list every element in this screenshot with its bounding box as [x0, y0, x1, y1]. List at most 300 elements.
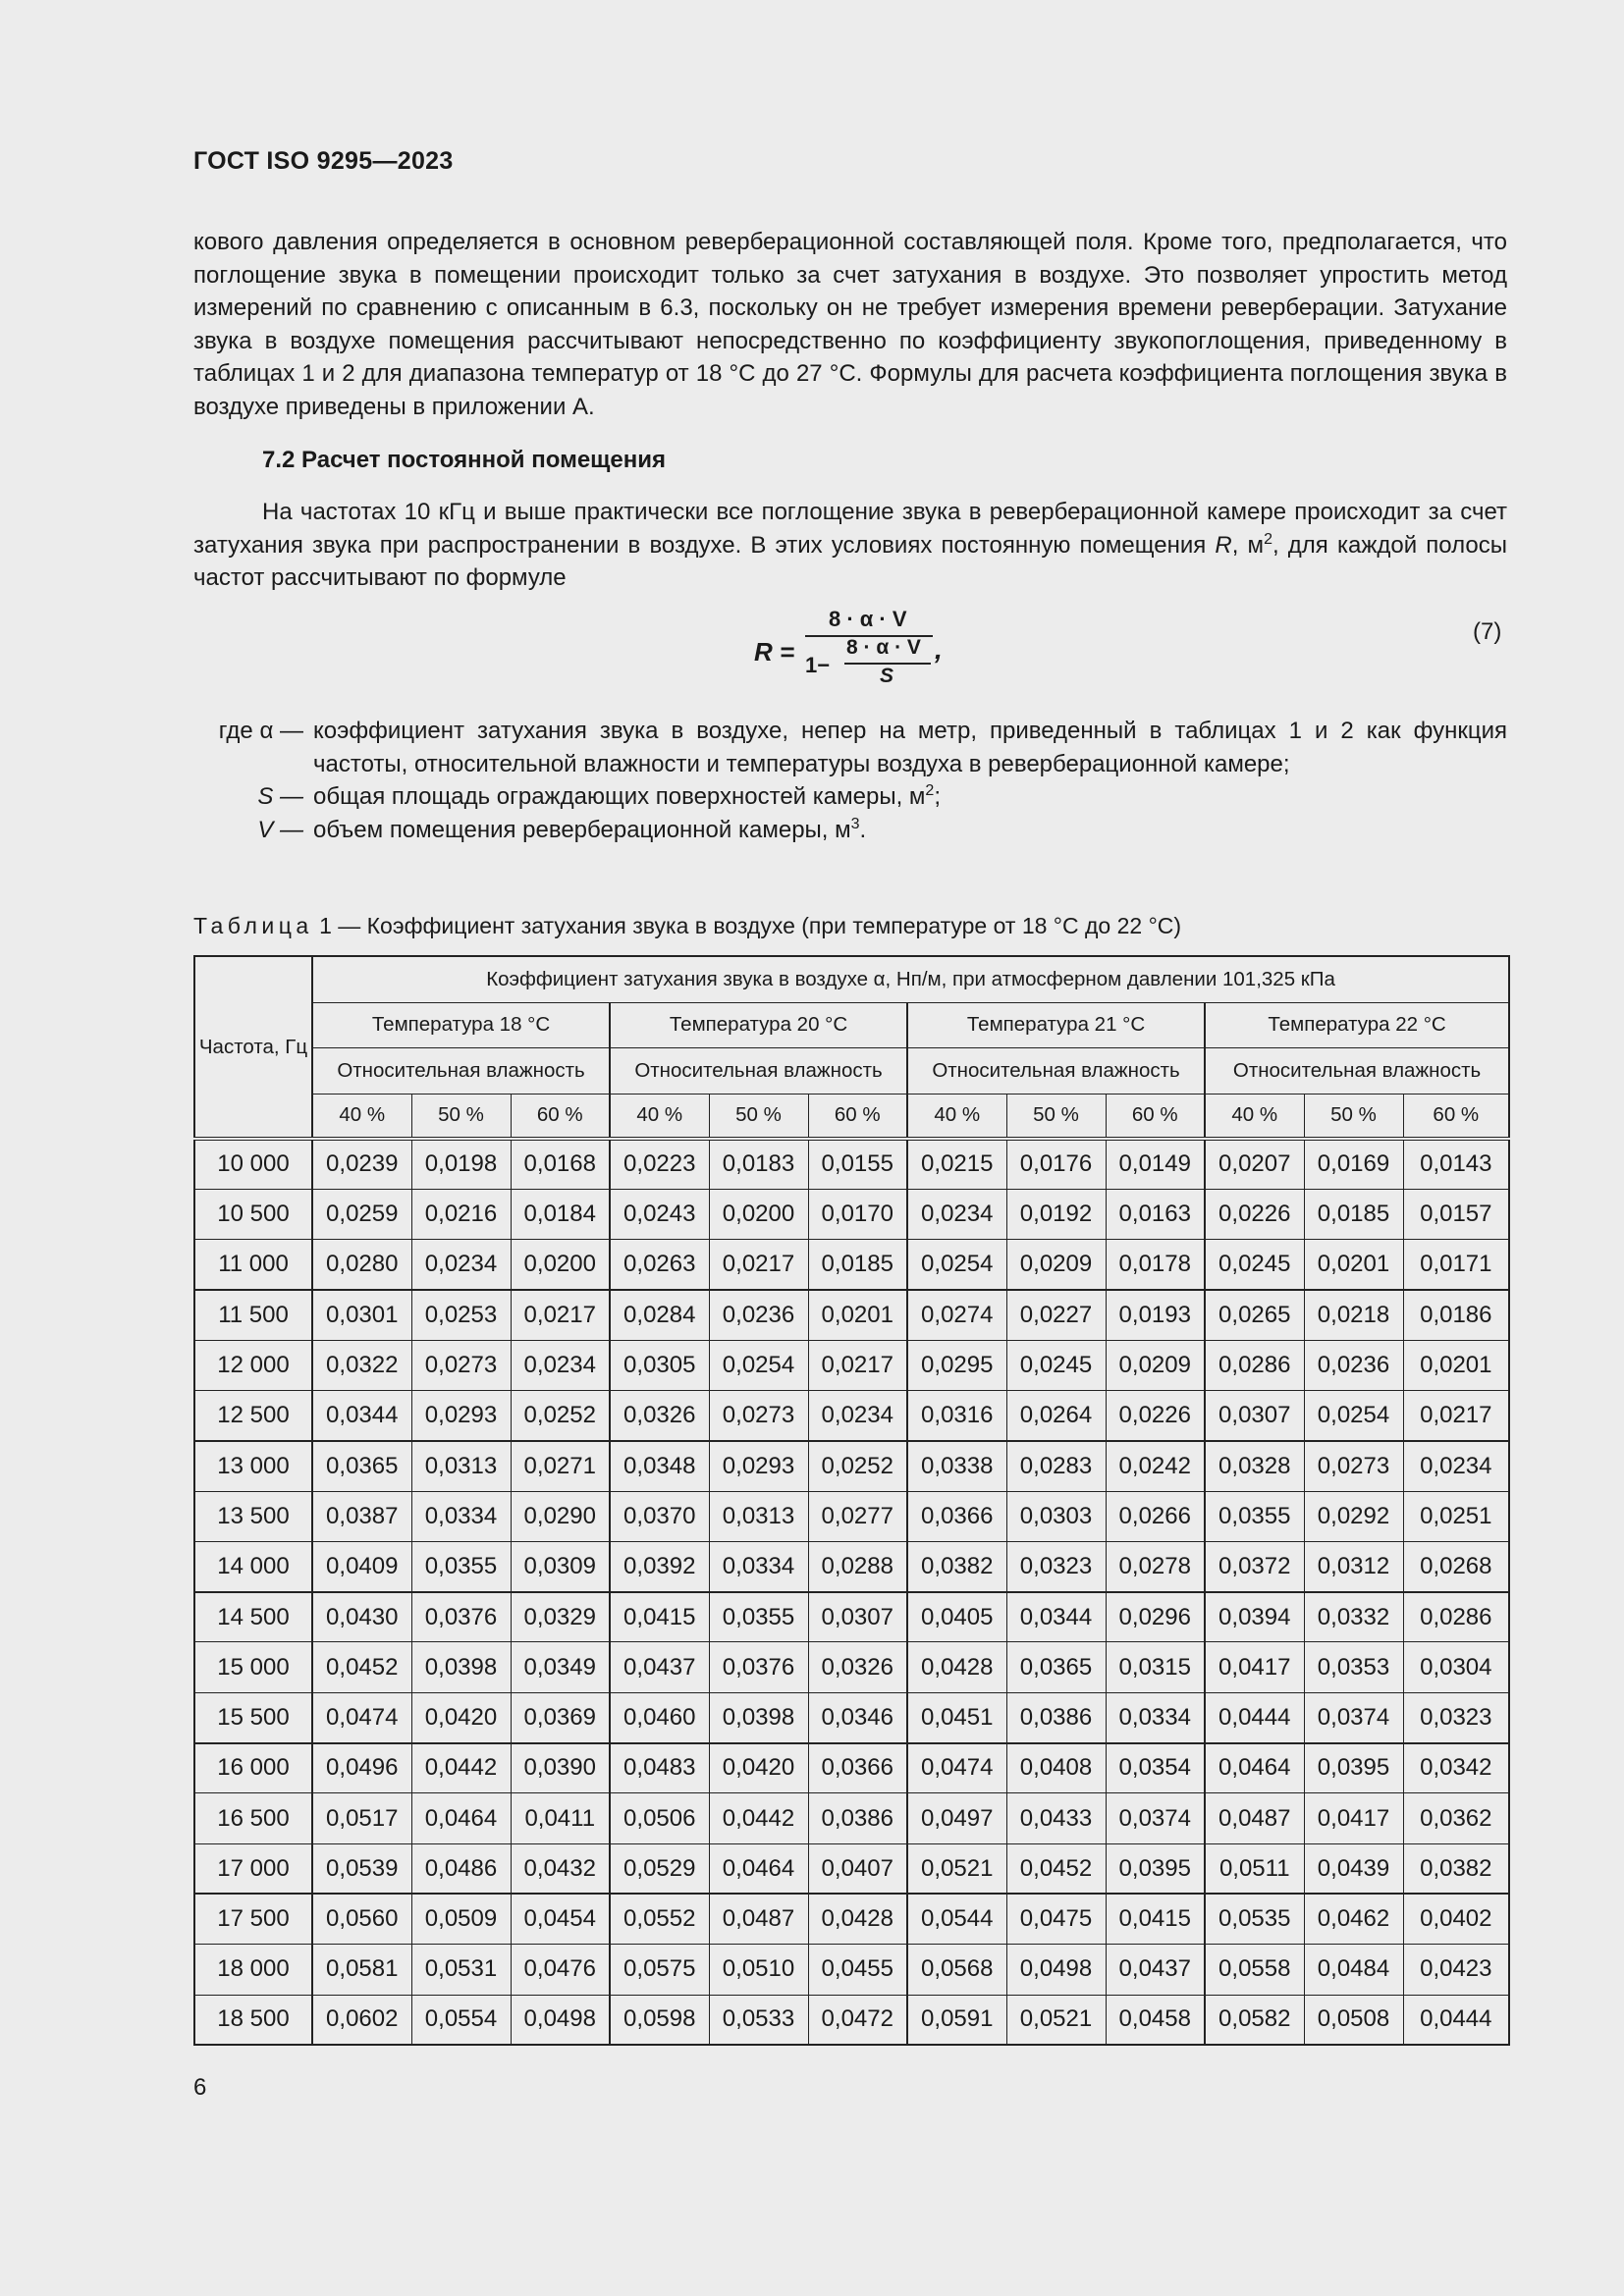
- cell-value: 0,0265: [1205, 1290, 1304, 1340]
- cell-value: 0,0259: [312, 1189, 411, 1239]
- formula-lhs: R =: [754, 637, 795, 667]
- cell-frequency: 13 000: [194, 1441, 312, 1491]
- cell-value: 0,0374: [1304, 1692, 1403, 1742]
- header-humidity-value: 50 %: [1304, 1094, 1403, 1139]
- cell-value: 0,0498: [1006, 1945, 1106, 1995]
- cell-value: 0,0407: [808, 1843, 907, 1894]
- cell-value: 0,0315: [1106, 1642, 1205, 1692]
- page-number: 6: [193, 2074, 207, 2101]
- cell-value: 0,0392: [610, 1541, 709, 1591]
- cell-value: 0,0355: [411, 1541, 511, 1591]
- cell-value: 0,0487: [1205, 1793, 1304, 1843]
- table-row: [194, 1541, 1509, 1591]
- cell-value: 0,0218: [1304, 1290, 1403, 1340]
- cell-value: 0,0200: [709, 1189, 808, 1239]
- table-row: [194, 1894, 1509, 1944]
- cell-value: 0,0348: [610, 1441, 709, 1491]
- cell-value: 0,0411: [511, 1793, 610, 1843]
- cell-value: 0,0313: [709, 1491, 808, 1541]
- cell-value: 0,0168: [511, 1139, 610, 1189]
- cell-value: 0,0346: [808, 1692, 907, 1742]
- table-header: [194, 956, 1509, 1139]
- cell-value: 0,0143: [1403, 1139, 1509, 1189]
- cell-value: 0,0366: [808, 1743, 907, 1793]
- cell-value: 0,0533: [709, 1995, 808, 2045]
- cell-value: 0,0554: [411, 1995, 511, 2045]
- cell-value: 0,0273: [1304, 1441, 1403, 1491]
- cell-value: 0,0323: [1006, 1541, 1106, 1591]
- cell-value: 0,0284: [610, 1290, 709, 1340]
- cell-value: 0,0215: [907, 1139, 1006, 1189]
- cell-value: 0,0510: [709, 1945, 808, 1995]
- header-humidity-value: 60 %: [511, 1094, 610, 1139]
- cell-value: 0,0437: [1106, 1945, 1205, 1995]
- cell-value: 0,0558: [1205, 1945, 1304, 1995]
- cell-value: 0,0280: [312, 1240, 411, 1290]
- definition-item: [193, 780, 1507, 814]
- cell-value: 0,0497: [907, 1793, 1006, 1843]
- cell-value: 0,0498: [511, 1995, 610, 2045]
- cell-value: 0,0242: [1106, 1441, 1205, 1491]
- paragraph-text-part3: , для каждой полосы частот рассчитывают по формуле: [193, 531, 1507, 591]
- cell-value: 0,0234: [808, 1390, 907, 1440]
- table-row: [194, 1743, 1509, 1793]
- cell-frequency: 15 000: [194, 1642, 312, 1692]
- cell-frequency: 16 500: [194, 1793, 312, 1843]
- cell-value: 0,0328: [1205, 1441, 1304, 1491]
- cell-value: 0,0312: [1304, 1541, 1403, 1591]
- cell-value: 0,0200: [511, 1240, 610, 1290]
- cell-value: 0,0382: [907, 1541, 1006, 1591]
- cell-value: 0,0201: [1403, 1340, 1509, 1390]
- cell-value: 0,0506: [610, 1793, 709, 1843]
- cell-value: 0,0398: [709, 1692, 808, 1742]
- cell-value: 0,0201: [1304, 1240, 1403, 1290]
- cell-value: 0,0462: [1304, 1894, 1403, 1944]
- cell-value: 0,0417: [1304, 1793, 1403, 1843]
- table-row: [194, 1843, 1509, 1894]
- table-row: [194, 1139, 1509, 1189]
- cell-value: 0,0301: [312, 1290, 411, 1340]
- cell-value: 0,0344: [312, 1390, 411, 1440]
- cell-value: 0,0484: [1304, 1945, 1403, 1995]
- cell-frequency: 12 000: [194, 1340, 312, 1390]
- cell-value: 0,0169: [1304, 1139, 1403, 1189]
- cell-value: 0,0428: [808, 1894, 907, 1944]
- cell-value: 0,0402: [1403, 1894, 1509, 1944]
- cell-value: 0,0472: [808, 1995, 907, 2045]
- cell-value: 0,0334: [411, 1491, 511, 1541]
- cell-value: 0,0334: [1106, 1692, 1205, 1742]
- cell-value: 0,0234: [411, 1240, 511, 1290]
- cell-value: 0,0226: [1106, 1390, 1205, 1440]
- table-row: [194, 1189, 1509, 1239]
- cell-value: 0,0178: [1106, 1240, 1205, 1290]
- cell-value: 0,0217: [808, 1340, 907, 1390]
- cell-value: 0,0227: [1006, 1290, 1106, 1340]
- cell-value: 0,0460: [610, 1692, 709, 1742]
- cell-value: 0,0408: [1006, 1743, 1106, 1793]
- definition-key: где α —: [218, 718, 303, 744]
- table-body: [194, 1139, 1509, 2045]
- cell-value: 0,0176: [1006, 1139, 1106, 1189]
- cell-frequency: 17 000: [194, 1843, 312, 1894]
- header-humidity-value: 50 %: [411, 1094, 511, 1139]
- formula-number: (7): [1473, 618, 1502, 645]
- cell-value: 0,0442: [411, 1743, 511, 1793]
- cell-value: 0,0243: [610, 1189, 709, 1239]
- cell-value: 0,0286: [1403, 1592, 1509, 1642]
- cell-value: 0,0185: [1304, 1189, 1403, 1239]
- cell-value: 0,0355: [709, 1592, 808, 1642]
- cell-value: 0,0252: [511, 1390, 610, 1440]
- table-row: [194, 1240, 1509, 1290]
- cell-value: 0,0486: [411, 1843, 511, 1894]
- cell-value: 0,0323: [1403, 1692, 1509, 1742]
- cell-value: 0,0365: [1006, 1642, 1106, 1692]
- definition-key: V —: [257, 816, 303, 843]
- cell-value: 0,0428: [907, 1642, 1006, 1692]
- cell-frequency: 11 500: [194, 1290, 312, 1340]
- section-paragraph: [193, 496, 1507, 595]
- cell-value: 0,0253: [411, 1290, 511, 1340]
- cell-value: 0,0476: [511, 1945, 610, 1995]
- cell-value: 0,0264: [1006, 1390, 1106, 1440]
- cell-value: 0,0529: [610, 1843, 709, 1894]
- cell-frequency: 13 500: [194, 1491, 312, 1541]
- cell-value: 0,0581: [312, 1945, 411, 1995]
- cell-value: 0,0423: [1403, 1945, 1509, 1995]
- cell-value: 0,0163: [1106, 1189, 1205, 1239]
- cell-value: 0,0432: [511, 1843, 610, 1894]
- cell-value: 0,0349: [511, 1642, 610, 1692]
- cell-value: 0,0568: [907, 1945, 1006, 1995]
- cell-value: 0,0251: [1403, 1491, 1509, 1541]
- section-title: 7.2 Расчет постоянной помещения: [262, 447, 667, 473]
- cell-value: 0,0458: [1106, 1995, 1205, 2045]
- cell-value: 0,0437: [610, 1642, 709, 1692]
- cell-value: 0,0207: [1205, 1139, 1304, 1189]
- table-caption: [193, 913, 1181, 939]
- cell-value: 0,0464: [1205, 1743, 1304, 1793]
- paragraph-superscript: 2: [1264, 530, 1272, 548]
- cell-value: 0,0535: [1205, 1894, 1304, 1944]
- cell-value: 0,0193: [1106, 1290, 1205, 1340]
- paragraph-text-part2: , м: [1231, 531, 1265, 559]
- cell-frequency: 10 500: [194, 1189, 312, 1239]
- cell-value: 0,0217: [1403, 1390, 1509, 1440]
- cell-value: 0,0517: [312, 1793, 411, 1843]
- cell-value: 0,0511: [1205, 1843, 1304, 1894]
- cell-value: 0,0444: [1403, 1995, 1509, 2045]
- definition-key: S —: [257, 783, 303, 810]
- cell-value: 0,0521: [1006, 1995, 1106, 2045]
- header-humidity: Относительная влажность: [1205, 1047, 1509, 1094]
- cell-value: 0,0216: [411, 1189, 511, 1239]
- table-row: [194, 1491, 1509, 1541]
- cell-value: 0,0185: [808, 1240, 907, 1290]
- cell-value: 0,0274: [907, 1290, 1006, 1340]
- cell-value: 0,0290: [511, 1491, 610, 1541]
- cell-value: 0,0415: [1106, 1894, 1205, 1944]
- cell-value: 0,0245: [1006, 1340, 1106, 1390]
- definition-item: [193, 814, 1507, 847]
- cell-value: 0,0236: [709, 1290, 808, 1340]
- cell-value: 0,0582: [1205, 1995, 1304, 2045]
- document-header: ГОСТ ISO 9295—2023: [193, 147, 454, 175]
- cell-value: 0,0254: [907, 1240, 1006, 1290]
- table-row: [194, 1945, 1509, 1995]
- cell-value: 0,0254: [709, 1340, 808, 1390]
- cell-value: 0,0552: [610, 1894, 709, 1944]
- cell-value: 0,0268: [1403, 1541, 1509, 1591]
- cell-value: 0,0342: [1403, 1743, 1509, 1793]
- table-row: [194, 1995, 1509, 2045]
- header-humidity-value: 60 %: [1106, 1094, 1205, 1139]
- header-temperature: Температура 20 °С: [610, 1002, 907, 1047]
- cell-value: 0,0508: [1304, 1995, 1403, 2045]
- cell-value: 0,0266: [1106, 1491, 1205, 1541]
- table-row: [194, 1692, 1509, 1742]
- cell-value: 0,0171: [1403, 1240, 1509, 1290]
- cell-value: 0,0394: [1205, 1592, 1304, 1642]
- cell-value: 0,0362: [1403, 1793, 1509, 1843]
- cell-value: 0,0305: [610, 1340, 709, 1390]
- cell-value: 0,0455: [808, 1945, 907, 1995]
- cell-value: 0,0531: [411, 1945, 511, 1995]
- cell-value: 0,0186: [1403, 1290, 1509, 1340]
- cell-value: 0,0474: [907, 1743, 1006, 1793]
- header-humidity-value: 50 %: [709, 1094, 808, 1139]
- header-humidity-value: 40 %: [312, 1094, 411, 1139]
- attenuation-table: [193, 955, 1510, 2046]
- cell-value: 0,0354: [1106, 1743, 1205, 1793]
- cell-value: 0,0149: [1106, 1139, 1205, 1189]
- cell-frequency: 18 000: [194, 1945, 312, 1995]
- cell-value: 0,0386: [808, 1793, 907, 1843]
- header-temperature: Температура 18 °С: [312, 1002, 610, 1047]
- cell-frequency: 18 500: [194, 1995, 312, 2045]
- header-humidity: Относительная влажность: [610, 1047, 907, 1094]
- cell-value: 0,0452: [312, 1642, 411, 1692]
- definition-text: коэффициент затухания звука в воздухе, непер на метр, приведенный в таблицах 1 и 2 как функция частоты, относительной влажности и температуры воздуха в реверберационной камере;: [313, 718, 1507, 777]
- cell-value: 0,0452: [1006, 1843, 1106, 1894]
- header-humidity-value: 40 %: [907, 1094, 1006, 1139]
- cell-value: 0,0444: [1205, 1692, 1304, 1742]
- cell-value: 0,0509: [411, 1894, 511, 1944]
- cell-value: 0,0183: [709, 1139, 808, 1189]
- table-row: [194, 1340, 1509, 1390]
- paragraph-symbol-r: R: [1215, 531, 1232, 559]
- cell-value: 0,0234: [1403, 1441, 1509, 1491]
- table-row: [194, 1290, 1509, 1340]
- table-row: [194, 1642, 1509, 1692]
- cell-frequency: 15 500: [194, 1692, 312, 1742]
- formula-comma: ,: [935, 634, 943, 665]
- header-humidity-value: 50 %: [1006, 1094, 1106, 1139]
- cell-value: 0,0223: [610, 1139, 709, 1189]
- formula-inner-denominator: S: [880, 665, 894, 687]
- cell-frequency: 14 000: [194, 1541, 312, 1591]
- cell-frequency: 11 000: [194, 1240, 312, 1290]
- cell-value: 0,0239: [312, 1139, 411, 1189]
- header-humidity-value: 40 %: [610, 1094, 709, 1139]
- cell-value: 0,0355: [1205, 1491, 1304, 1541]
- cell-value: 0,0370: [610, 1491, 709, 1541]
- formula-numerator: 8 · α · V: [829, 607, 907, 631]
- header-humidity-value: 60 %: [808, 1094, 907, 1139]
- cell-value: 0,0209: [1006, 1240, 1106, 1290]
- header-temperature: Температура 21 °С: [907, 1002, 1205, 1047]
- paragraph-text-part1: На частотах 10 кГц и выше практически все поглощение звука в реверберационной камере происходит за счет затухания звука при распространении в воздухе. В этих условиях постоянную помещения: [193, 499, 1507, 559]
- cell-value: 0,0263: [610, 1240, 709, 1290]
- cell-value: 0,0442: [709, 1793, 808, 1843]
- cell-value: 0,0201: [808, 1290, 907, 1340]
- cell-value: 0,0415: [610, 1592, 709, 1642]
- cell-value: 0,0217: [511, 1290, 610, 1340]
- header-humidity: Относительная влажность: [312, 1047, 610, 1094]
- table-row: [194, 1390, 1509, 1440]
- intro-paragraph: кового давления определяется в основном реверберационной составляющей поля. Кроме того, предполагается, что поглощение звука в помещении происходит только за счет затухания в воздухе. Это позволяет упростить метод измерений по сравнению с описанным в 6.3, поскольку он не требует измерения времени реверберации. Затухание звука в воздухе помещения рассчитывают непосредственно по коэффициенту звукопоглощения, приведенному в таблицах 1 и 2 для диапазона температур от 18 °С до 27 °С. Формулы для расчета коэффициента поглощения звука в воздухе приведены в приложении А.: [193, 229, 1507, 420]
- cell-value: 0,0539: [312, 1843, 411, 1894]
- cell-value: 0,0252: [808, 1441, 907, 1491]
- cell-value: 0,0464: [411, 1793, 511, 1843]
- cell-value: 0,0245: [1205, 1240, 1304, 1290]
- cell-value: 0,0372: [1205, 1541, 1304, 1591]
- cell-value: 0,0430: [312, 1592, 411, 1642]
- cell-value: 0,0454: [511, 1894, 610, 1944]
- cell-value: 0,0286: [1205, 1340, 1304, 1390]
- cell-value: 0,0307: [1205, 1390, 1304, 1440]
- cell-value: 0,0598: [610, 1995, 709, 2045]
- cell-value: 0,0316: [907, 1390, 1006, 1440]
- cell-value: 0,0560: [312, 1894, 411, 1944]
- table-row: [194, 1441, 1509, 1491]
- cell-value: 0,0439: [1304, 1843, 1403, 1894]
- cell-value: 0,0326: [610, 1390, 709, 1440]
- cell-value: 0,0451: [907, 1692, 1006, 1742]
- cell-value: 0,0398: [411, 1642, 511, 1692]
- cell-value: 0,0369: [511, 1692, 610, 1742]
- cell-value: 0,0295: [907, 1340, 1006, 1390]
- cell-value: 0,0395: [1106, 1843, 1205, 1894]
- cell-value: 0,0326: [808, 1642, 907, 1692]
- cell-value: 0,0474: [312, 1692, 411, 1742]
- cell-value: 0,0322: [312, 1340, 411, 1390]
- cell-value: 0,0234: [511, 1340, 610, 1390]
- cell-value: 0,0234: [907, 1189, 1006, 1239]
- cell-value: 0,0192: [1006, 1189, 1106, 1239]
- cell-value: 0,0277: [808, 1491, 907, 1541]
- table-caption-word: Таблица: [193, 913, 313, 938]
- definitions-list: [193, 715, 1507, 846]
- cell-value: 0,0376: [709, 1642, 808, 1692]
- cell-value: 0,0157: [1403, 1189, 1509, 1239]
- cell-value: 0,0226: [1205, 1189, 1304, 1239]
- formula-one-minus: 1−: [805, 653, 831, 677]
- cell-value: 0,0395: [1304, 1743, 1403, 1793]
- header-attenuation-coefficient: Коэффициент затухания звука в воздухе α, Нп/м, при атмосферном давлении 101,325 кПа: [312, 956, 1509, 1002]
- cell-value: 0,0483: [610, 1743, 709, 1793]
- cell-value: 0,0496: [312, 1743, 411, 1793]
- cell-value: 0,0292: [1304, 1491, 1403, 1541]
- cell-value: 0,0420: [411, 1692, 511, 1742]
- cell-value: 0,0487: [709, 1894, 808, 1944]
- cell-value: 0,0293: [411, 1390, 511, 1440]
- cell-value: 0,0374: [1106, 1793, 1205, 1843]
- cell-value: 0,0304: [1403, 1642, 1509, 1692]
- cell-value: 0,0544: [907, 1894, 1006, 1944]
- formula: [754, 607, 980, 695]
- cell-value: 0,0155: [808, 1139, 907, 1189]
- cell-value: 0,0353: [1304, 1642, 1403, 1692]
- cell-value: 0,0475: [1006, 1894, 1106, 1944]
- cell-frequency: 10 000: [194, 1139, 312, 1189]
- cell-value: 0,0387: [312, 1491, 411, 1541]
- cell-value: 0,0420: [709, 1743, 808, 1793]
- cell-value: 0,0386: [1006, 1692, 1106, 1742]
- cell-value: 0,0417: [1205, 1642, 1304, 1692]
- cell-value: 0,0313: [411, 1441, 511, 1491]
- cell-value: 0,0390: [511, 1743, 610, 1793]
- cell-value: 0,0602: [312, 1995, 411, 2045]
- cell-value: 0,0296: [1106, 1592, 1205, 1642]
- cell-value: 0,0307: [808, 1592, 907, 1642]
- cell-frequency: 17 500: [194, 1894, 312, 1944]
- cell-value: 0,0273: [709, 1390, 808, 1440]
- cell-frequency: 14 500: [194, 1592, 312, 1642]
- definition-text: общая площадь ограждающих поверхностей камеры, $м^2$;: [313, 782, 941, 810]
- cell-value: 0,0283: [1006, 1441, 1106, 1491]
- cell-value: 0,0271: [511, 1441, 610, 1491]
- cell-frequency: 12 500: [194, 1390, 312, 1440]
- cell-value: 0,0344: [1006, 1592, 1106, 1642]
- cell-value: 0,0376: [411, 1592, 511, 1642]
- cell-value: 0,0332: [1304, 1592, 1403, 1642]
- cell-value: 0,0236: [1304, 1340, 1403, 1390]
- cell-value: 0,0278: [1106, 1541, 1205, 1591]
- cell-value: 0,0309: [511, 1541, 610, 1591]
- cell-value: 0,0591: [907, 1995, 1006, 2045]
- definition-item: [193, 715, 1507, 780]
- cell-value: 0,0338: [907, 1441, 1006, 1491]
- header-humidity: Относительная влажность: [907, 1047, 1205, 1094]
- cell-value: 0,0464: [709, 1843, 808, 1894]
- cell-value: 0,0334: [709, 1541, 808, 1591]
- cell-value: 0,0366: [907, 1491, 1006, 1541]
- cell-value: 0,0217: [709, 1240, 808, 1290]
- header-frequency: Частота, Гц: [194, 956, 312, 1139]
- cell-value: 0,0288: [808, 1541, 907, 1591]
- table-row: [194, 1793, 1509, 1843]
- cell-value: 0,0433: [1006, 1793, 1106, 1843]
- cell-value: 0,0184: [511, 1189, 610, 1239]
- definition-text: объем помещения реверберационной камеры, $м^3$.: [313, 815, 867, 843]
- cell-value: 0,0575: [610, 1945, 709, 1995]
- formula-inner-numerator: 8 · α · V: [846, 636, 921, 659]
- header-temperature: Температура 22 °С: [1205, 1002, 1509, 1047]
- cell-value: 0,0365: [312, 1441, 411, 1491]
- table-caption-text: 1 — Коэффициент затухания звука в воздухе (при температуре от 18 °С до 22 °С): [312, 913, 1182, 938]
- cell-value: 0,0254: [1304, 1390, 1403, 1440]
- cell-value: 0,0303: [1006, 1491, 1106, 1541]
- header-humidity-value: 60 %: [1403, 1094, 1509, 1139]
- cell-value: 0,0409: [312, 1541, 411, 1591]
- cell-value: 0,0405: [907, 1592, 1006, 1642]
- cell-frequency: 16 000: [194, 1743, 312, 1793]
- cell-value: 0,0293: [709, 1441, 808, 1491]
- header-humidity-value: 40 %: [1205, 1094, 1304, 1139]
